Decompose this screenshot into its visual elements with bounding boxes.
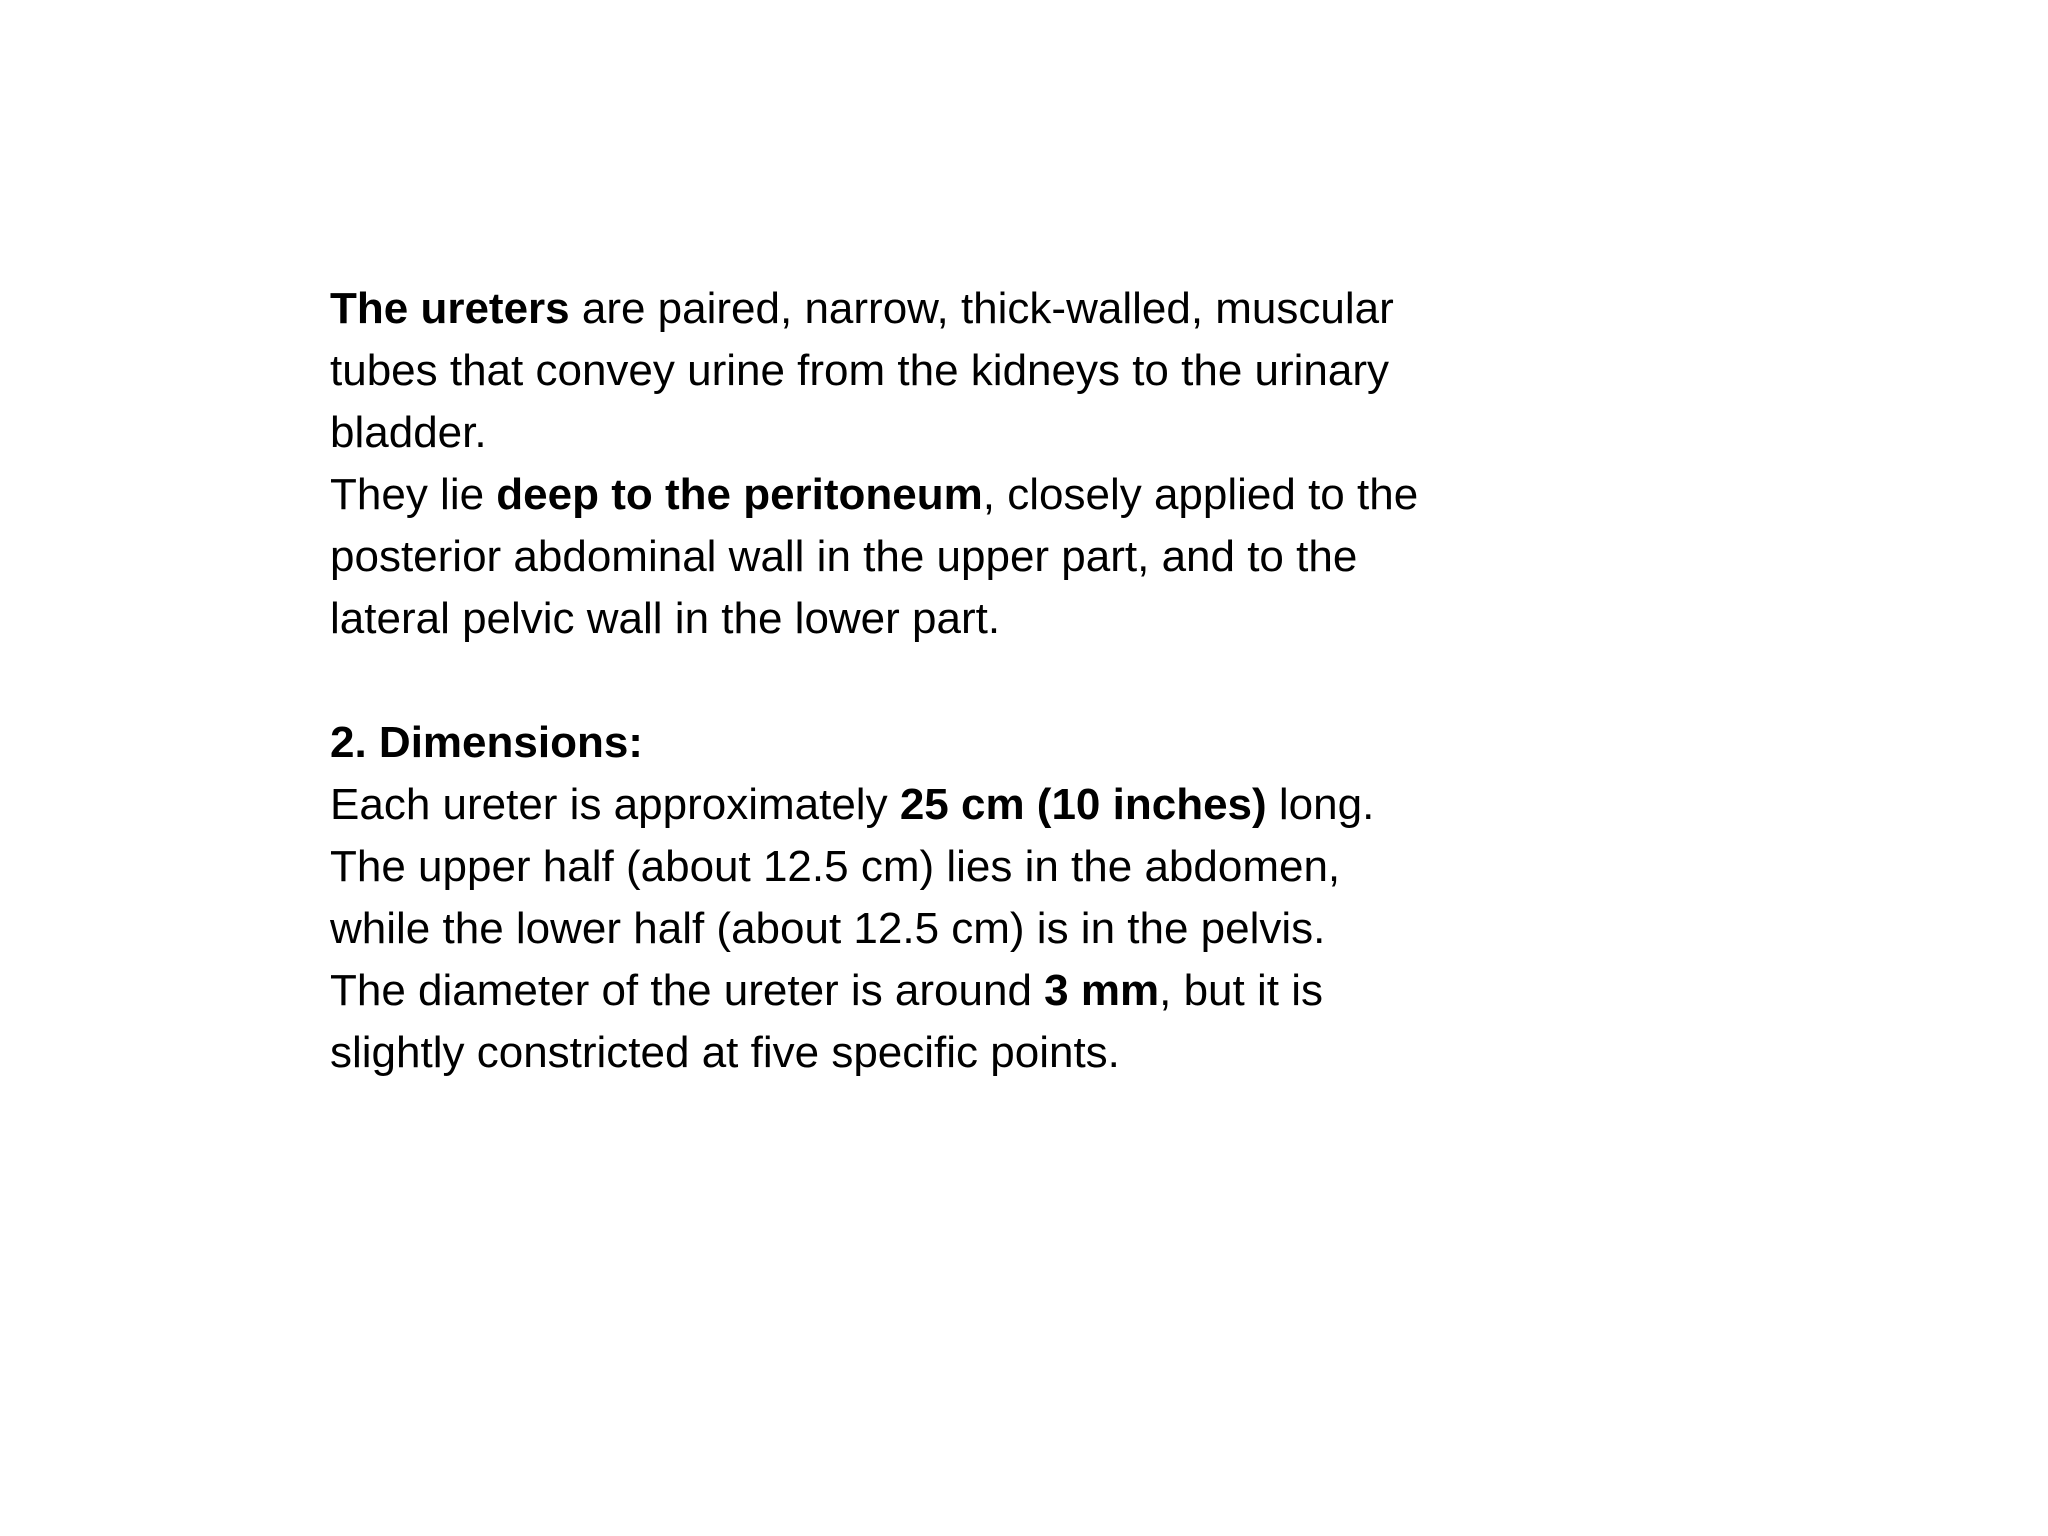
location-line-1	[330, 464, 1590, 526]
intro-line-1	[330, 278, 1590, 340]
dimensions-line-3: while the lower half (about 12.5 cm) is in the pelvis.	[330, 904, 1326, 953]
intro-line-1-text: are paired, narrow, thick-walled, muscular	[569, 284, 1394, 333]
dimensions-line-4-post: , but it is	[1159, 966, 1323, 1015]
dimensions-heading-text: 2. Dimensions:	[330, 718, 643, 767]
location-line-1-post: , closely applied to the	[982, 470, 1419, 519]
intro-line-3: bladder.	[330, 408, 487, 457]
location-line-2: posterior abdominal wall in the upper part, and to the	[330, 532, 1358, 581]
slide-text-block	[330, 278, 1590, 1084]
term-length: 25 cm (10 inches)	[899, 780, 1267, 829]
location-line-1-pre: They lie	[330, 470, 497, 519]
dimensions-heading	[330, 712, 1590, 774]
intro-line-2: tubes that convey urine from the kidneys to the urinary	[330, 346, 1390, 395]
dimensions-line-4-pre: The diameter of the ureter is around	[330, 966, 1045, 1015]
dimensions-line-1-post: long.	[1266, 780, 1375, 829]
dimensions-line-5: slightly constricted at five specific points.	[330, 1028, 1120, 1077]
dimensions-line-1-pre: Each ureter is approximately	[330, 780, 900, 829]
term-deep-to-peritoneum: deep to the peritoneum	[496, 470, 983, 519]
location-line-3: lateral pelvic wall in the lower part.	[330, 594, 1001, 643]
spacer	[330, 650, 1590, 712]
term-diameter: 3 mm	[1044, 966, 1160, 1015]
dimensions-line-2: The upper half (about 12.5 cm) lies in the abdomen,	[330, 842, 1341, 891]
dimensions-line-1	[330, 774, 1590, 836]
dimensions-line-4	[330, 960, 1590, 1022]
term-the-ureters: The ureters	[330, 284, 570, 333]
